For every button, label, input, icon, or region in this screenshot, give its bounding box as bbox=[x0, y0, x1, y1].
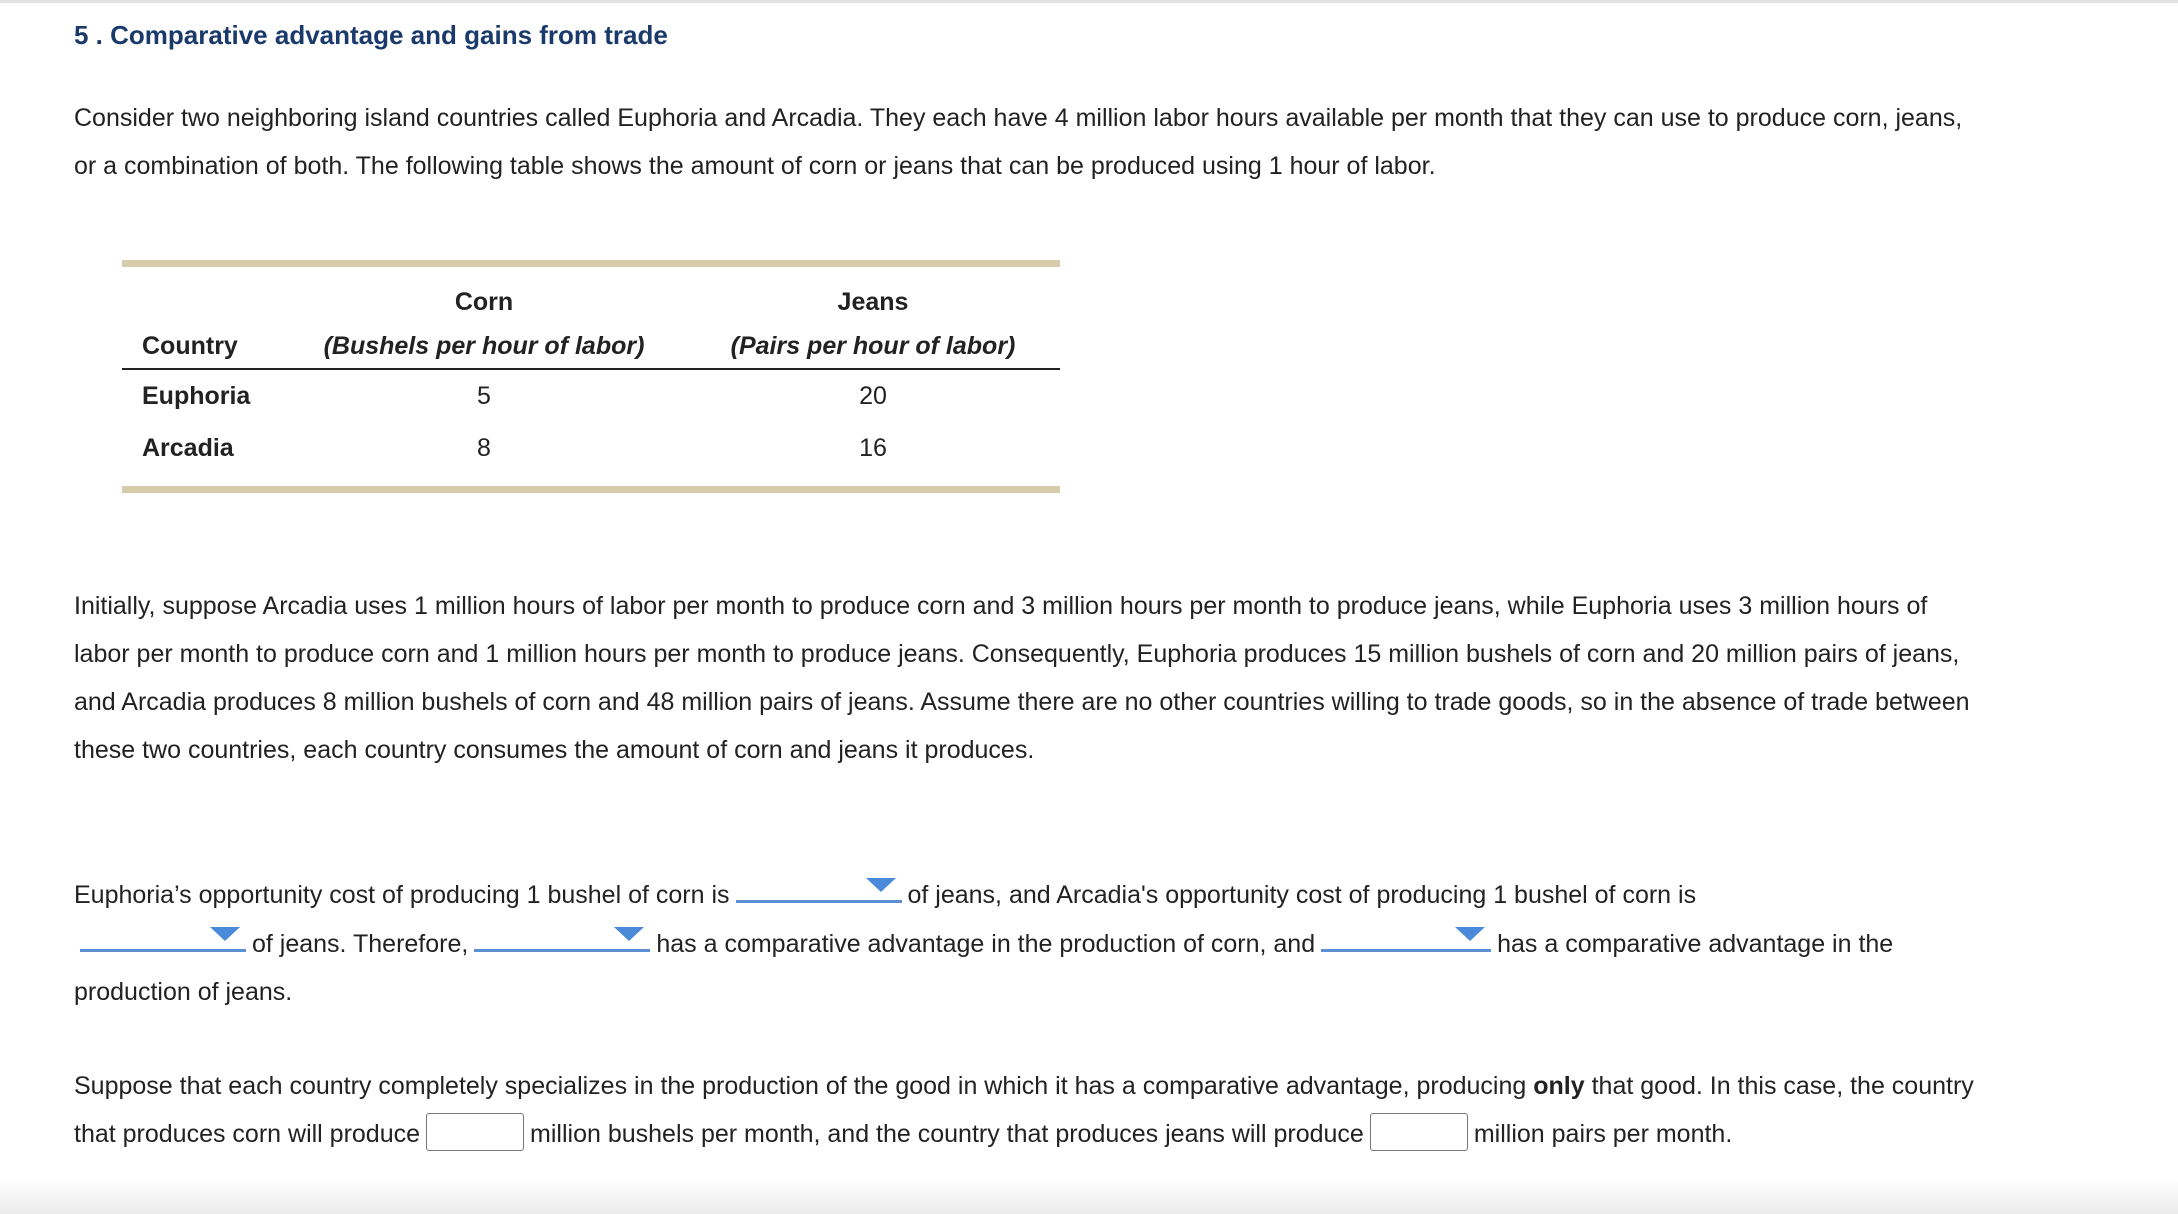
arcadia-opportunity-cost-dropdown[interactable] bbox=[80, 919, 246, 952]
intro-paragraph: Consider two neighboring island countries called Euphoria and Arcadia. They each have 4 million labor hours available per month that they can use to produce corn, jeans, or a combination of both. The following table shows the amount of corn or jeans that can be produced using 1 hour of labor. bbox=[74, 104, 1963, 180]
euphoria-opportunity-cost-dropdown[interactable] bbox=[736, 870, 902, 903]
scenario-paragraph: Initially, suppose Arcadia uses 1 million hours of labor per month to produce corn and 3 million hours per month to produce jeans, while Euphoria uses 3 million hours of labor per month to produce corn and 1 million hours per month to produce jeans. Consequently, Euphoria produces 15 million bushels of corn and 20 million pairs of jeans, and Arcadia produces 8 million bushels of corn and 48 million pairs of jeans. Assume there are no other countries willing to trade goods, so in the absence of trade between these two countries, each country consumes the amount of corn and jeans it produces. bbox=[74, 592, 1970, 764]
text-segment: Euphoria’s opportunity cost of producing 1 bushel of corn is bbox=[74, 881, 730, 909]
header-corn: Corn bbox=[454, 288, 514, 316]
corn-quantity-input[interactable] bbox=[426, 1113, 524, 1151]
specialization-paragraph bbox=[74, 1062, 1974, 1158]
text-segment: of jeans, and Arcadia's opportunity cost of producing 1 bushel of corn is bbox=[907, 881, 1697, 909]
row-jeans-value: 20 bbox=[859, 382, 887, 410]
row-corn-value: 8 bbox=[477, 434, 491, 462]
corn-advantage-country-dropdown[interactable] bbox=[474, 919, 650, 952]
row-country: Euphoria bbox=[142, 382, 251, 410]
chevron-down-icon bbox=[210, 927, 240, 941]
chevron-down-icon bbox=[614, 927, 644, 941]
text-segment: million bushels per month, and the country that produces jeans will produce bbox=[530, 1120, 1364, 1148]
text-segment: has a comparative advantage in the production of jeans. bbox=[74, 930, 1894, 1006]
text-segment: of jeans. Therefore, bbox=[252, 930, 469, 958]
production-table bbox=[122, 260, 1060, 462]
top-border bbox=[0, 0, 2178, 3]
table-bottom-rule bbox=[122, 486, 1060, 493]
text-segment: Suppose that each country completely specializes in the production of the good in which it has a comparative advantage, producing bbox=[74, 1072, 1527, 1100]
header-jeans-unit: (Pairs per hour of labor) bbox=[730, 332, 1016, 360]
bottom-shadow bbox=[0, 1180, 2178, 1214]
header-jeans: Jeans bbox=[837, 288, 909, 316]
row-corn-value: 5 bbox=[477, 382, 491, 410]
jeans-quantity-input[interactable] bbox=[1370, 1113, 1468, 1151]
text-segment: has a comparative advantage in the production of corn, and bbox=[656, 930, 1316, 958]
table-top-rule bbox=[122, 260, 1060, 267]
row-jeans-value: 16 bbox=[859, 434, 887, 462]
header-country: Country bbox=[142, 332, 238, 360]
jeans-advantage-country-dropdown[interactable] bbox=[1321, 919, 1491, 952]
table-header-rule bbox=[122, 368, 1060, 370]
question-title: 5 . Comparative advantage and gains from trade bbox=[74, 20, 668, 50]
text-segment: million pairs per month. bbox=[1473, 1120, 1733, 1148]
chevron-down-icon bbox=[1455, 927, 1485, 941]
row-country: Arcadia bbox=[142, 434, 234, 462]
opportunity-cost-paragraph bbox=[74, 870, 1974, 1016]
text-segment: that good. In this case, the country that produces corn will produce bbox=[74, 1072, 1974, 1148]
emphasis-only: only bbox=[1533, 1072, 1585, 1100]
chevron-down-icon bbox=[866, 878, 896, 892]
header-corn-unit: (Bushels per hour of labor) bbox=[323, 332, 645, 360]
